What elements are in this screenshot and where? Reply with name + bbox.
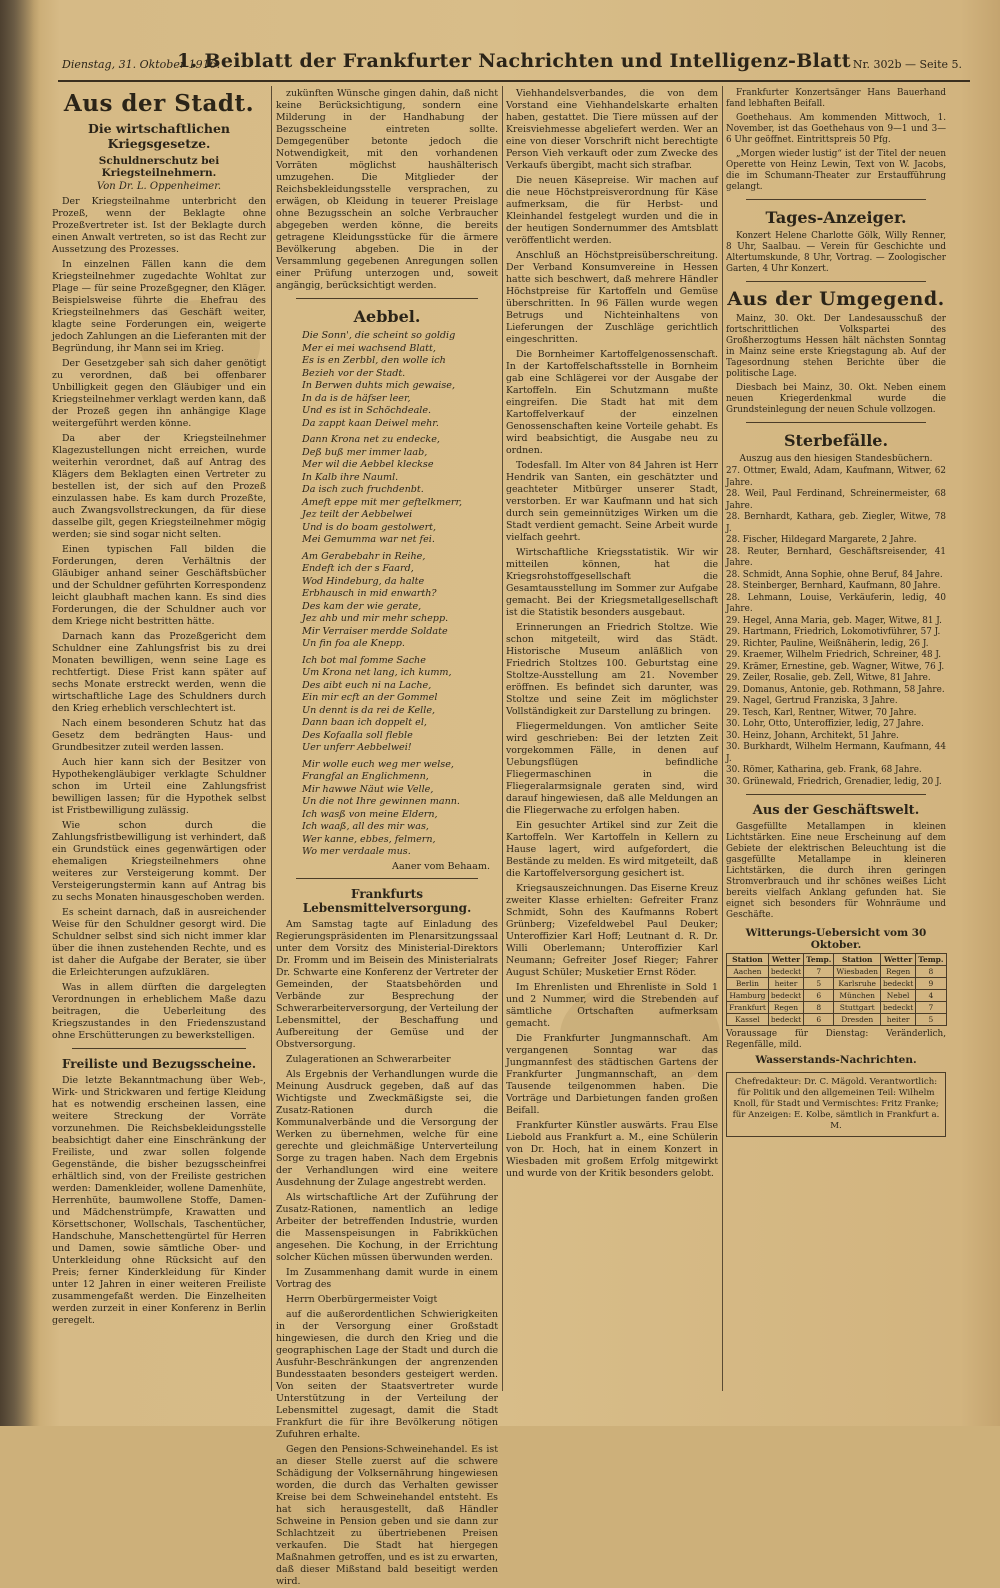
column-rule: [722, 86, 723, 1391]
separator: [746, 794, 926, 795]
paragraph: Darnach kann das Prozeßgericht dem Schuldner eine Zahlungsfrist bis zu drei Monaten bewilligen, wenn seine Lage es rechtfertigt. Diese Frist kann später auf sechs Monate erstreckt werden, wenn die wirtschaftliche Lage des Schuldners durch den Krieg erheblich verschlechtert ist.: [52, 631, 266, 714]
paragraph: Zulagerationen an Schwerarbeiter: [286, 1053, 451, 1065]
weather-row: [727, 966, 947, 978]
paragraph: Als wirtschaftliche Art der Zuführung der Zusatz-Rationen, namentlich an ledige Arbeiter der betreffenden Industrie, wurden die Massenspeisungen in Fabrikküchen angesehen. Die Kochung, in der Errichtung solcher Küchen müssen überwunden werden.: [276, 1191, 498, 1263]
article-body: [276, 88, 498, 292]
paragraph: Die letzte Bekanntmachung über Web-, Wirk- und Strickwaren und fertige Kleidung hat es notwendig erscheinen lassen, eine weitere Streckung der Vorräte vorzunehmen. Die Reichsbekleidungsstelle beabsichtigt daher eine Einschränkung der Freiliste, und zwar sollen folgende Gegenstände, die bisher bezugsscheinfrei erhältlich sind, von der Freiliste gestrichen werden: Damenkleider, wollene Damenhüte, Herrenhüte, baumwollene Stoffe, Damen- und Mädchenstrümpfe, Krawatten und Körsettschoner, Wollschals, Taschentücher, Handschuhe, Manschettengürtel für Herren und Damen, sowie sämtliche Ober- und Unterkleidung ohne Rücksicht auf den Preis; ferner Kinderkleidung für Kinder unter 12 Jahren in einer weiteren Freiliste zusammengefaßt werden. Die Einzelheiten werden zurzeit in einer Konferenz in Berlin geregelt.: [52, 1075, 266, 1326]
weather-cell: 8: [804, 1002, 834, 1014]
poem-stanza: Ich bot mal fomme Sache Um Krona net lang, ich kumm, Des aibt euch ni na Lache, Ein mir ecft an der Gommel Un dennt is da rei de Kelle, Dann baan ich doppelt el, Des Kofaalla soll fleble Uer unferr Aebbelwei!: [302, 654, 452, 753]
article-subtitle: Schuldnerschutz bei Kriegsteilnehmern.: [98, 155, 220, 179]
weather-cell: bedeckt: [768, 990, 803, 1002]
weather-header-cell: Station: [834, 954, 881, 966]
weather-cell: 5: [804, 978, 834, 990]
paragraph: Auch hier kann sich der Besitzer von Hypothekengläubiger verklagte Schuldner schon im Urteil eine Zahlungsfrist bewilligen lassen; für die Hypothek selbst ist Fristbewilligung zulässig.: [52, 757, 266, 816]
weather-cell: Nebel: [881, 990, 916, 1002]
poem-stanza: Am Gerabebahr in Reihe, Endeft ich der s Faard, Wod Hindeburg, da halte Erbhausch in mid enwarth? Des kam der wie gerate, Jez ahb und mir mehr schepp. Mir Verraiser merdde Soldate Un fin foa ale Knepp.: [302, 550, 449, 649]
article-title: Frankfurts Lebensmittelversorgung.: [302, 886, 472, 915]
paragraph: Frankfurter Konzertsänger Hans Bauerhand fand lebhaften Beifall.: [726, 88, 946, 109]
weather-title: Witterungs-Uebersicht vom 30 Oktober.: [745, 927, 927, 951]
weather-row: [727, 978, 947, 990]
weather-header-cell: Temp.: [804, 954, 834, 966]
weather-body: [727, 966, 947, 1026]
article-body: [506, 88, 718, 1180]
weather-cell: 6: [804, 990, 834, 1002]
page-header: [58, 50, 970, 82]
paragraph: Was in allem dürften die dargelegten Verordnungen in erheblichem Maße dazu beitragen, die Ueberleitung des Kriegszustandes in den Friedenszustand ohne Erschütterungen zu bewerkstelligen.: [52, 982, 266, 1041]
section-title: Aus der Geschäftswelt.: [752, 803, 920, 818]
paragraph: Der Kriegsteilnahme unterbricht den Prozeß, wenn der Beklagte ohne Prozeßvertreter ist. Ist der Beklagte durch einen Anwalt vertreten, so ist das Recht zur Aussetzung des Prozesses.: [52, 196, 266, 255]
column-4: [726, 88, 946, 1388]
article-body: [726, 88, 946, 193]
paragraph: Mainz, 30. Okt. Der Landesausschuß der fortschrittlichen Volkspartei des Großherzogtums Hessen hält nächsten Sonntag in Mainz seine erste Kriegstagung ab. Auf der Tagesordnung stehen Berichte über die politische Lage.: [726, 314, 946, 379]
section-title: Tages-Anzeiger.: [765, 208, 907, 227]
column-2: [276, 88, 498, 1587]
weather-cell: 4: [916, 990, 946, 1002]
paragraph: zukünften Wünsche gingen dahin, daß nicht keine Berücksichtigung, sondern eine Milderung in der Handhabung der Bezugsscheine eintreten sollte. Demgegenüber betonte jedoch die Notwendigkeit, mit den vorhandenen Vorräten möglichst haushälterisch umzugehen. Die Mitglieder der Reichsbekleidungsstelle versprachen, zu erwägen, ob Kleidung in teuerer Preislage ohne Bezugsschein an solche Verbraucher abgegeben werden könne, die bereits getragene Kleidungsstücke für die ärmere Bevölkerung abgeben. Die in der Versammlung gegebenen Anregungen sollen einer Prüfung unterzogen und, soweit angängig, berücksichtigt werden.: [276, 88, 498, 291]
weather-cell: Frankfurt: [727, 1002, 769, 1014]
weather-cell: Dresden: [834, 1014, 881, 1026]
paragraph: Einen typischen Fall bilden die Forderungen, deren Verhältnis der Gläubiger anhand seiner Geschäftsbücher und der Schuldner geführten Korrespondenz leicht glaubhaft machen kann. Es sind dies Forderungen, die der Schuldner auch vor dem Kriege nicht bestritten hätte.: [52, 544, 266, 627]
paragraph: auf die außerordentlichen Schwierigkeiten in der Versorgung einer Großstadt hingewiesen, die durch den Krieg und die geographischen Lage der Stadt und durch die Ausfuhr-Beschränkungen der angrenzenden Bundesstaaten besonders gesteigert werden. Von seiten der Staatsvertreter wurde Unterstützung in der Verteilung der Lebensmittel zugesagt, damit die Stadt Frankfurt die für ihre Bevölkerung nötigen Zufuhren erhalte.: [276, 1308, 498, 1440]
death-notice: 28. Schmidt, Anna Sophie, ohne Beruf, 84 Jahre.: [726, 569, 943, 580]
paragraph: Diesbach bei Mainz, 30. Okt. Neben einem neuen Kriegerdenkmal wurde die Grundsteinlegung der neuen Schule vollzogen.: [726, 383, 946, 415]
death-notice: 30. Lohr, Otto, Unteroffizier, ledig, 27 Jahre.: [726, 719, 924, 729]
poem-body: [276, 330, 498, 859]
weather-cell: München: [834, 990, 881, 1002]
paragraph: Gegen den Pensions-Schweinehandel. Es ist an dieser Stelle zuerst auf die schwere Schädigung der Volksernährung hingewiesen worden, die durch das Verhalten gewisser Kreise bei dem Schweinehandel entsteht. Es hat sich herausgestellt, daß Händler Schweine in Pension geben und sie dann zur Schlachtzeit zu übertriebenen Preisen verkaufen. Die Stadt hat hiergegen Maßnahmen getroffen, und es ist zu erwarten, daß dieser Mißstand bald beseitigt werden wird.: [276, 1443, 498, 1587]
paragraph: Nach einem besonderen Schutz hat das Gesetz dem bedrängten Haus- und Grundbesitzer zuteil werden lassen.: [52, 718, 266, 753]
weather-cell: Stuttgart: [834, 1002, 881, 1014]
tages-anzeiger-text: Konzert Helene Charlotte Gölk, Willy Renner, 8 Uhr, Saalbau. — Verein für Geschichte und Altertumskunde, 8 Uhr, Vortrag. — Zoologischer Garten, 4 Uhr Konzert.: [726, 231, 946, 274]
death-notice: 29. Richter, Pauline, Weißnäherin, ledig, 26 J.: [726, 638, 929, 649]
death-notice: 29. Krämer, Ernestine, geb. Wagner, Witwe, 76 J.: [726, 661, 945, 672]
paragraph: „Morgen wieder lustig“ ist der Titel der neuen Operette von Heinz Lewin, Text von W. Jacobs, die im Schumann-Theater zur Erstaufführung gelangt.: [726, 149, 946, 192]
death-notice: 29. Tesch, Karl, Rentner, Witwer, 70 Jahre.: [726, 707, 917, 718]
section-title: Aus der Umgegend.: [727, 288, 945, 310]
weather-cell: Hamburg: [727, 990, 769, 1002]
column-3: [506, 88, 718, 1388]
paragraph: Als Ergebnis der Verhandlungen wurde die Meinung Ausdruck gegeben, daß auf das Wichtigste und Zweckmäßigste sei, die Zusatz-Rationen durch die Kommunalverbände und die Versorgung der Werken zu übernehmen, welche für eine gerechte und gleichmäßige Unterverteilung Sorge zu tragen haben. Nach dem Ergebnis der Verhandlungen wird eine weitere Ausdehnung der Zulage angestrebt werden.: [276, 1068, 498, 1188]
article-title: Die wirtschaftlichen Kriegsgesetze.: [88, 121, 230, 151]
death-notice: 28. Fischer, Hildegard Margarete, 2 Jahre.: [726, 535, 917, 545]
paragraph: Kriegsauszeichnungen. Das Eiserne Kreuz zweiter Klasse erhielten: Gefreiter Franz Schmidt, Sohn des Kaufmanns Robert Grünberg; Vizefeldwebel Paul Deuker; Unteroffizier Karl Hoff; Leutnant d. R. Dr. Willi Oberlemann; Unteroffizier Karl Neumann; Gefreiter Josef Rieger; Fahrer August Schüler; Musketier Ernst Röder.: [506, 883, 718, 978]
paragraph: Wie schon durch die Zahlungsfristbewilligung ist verhindert, daß ein Grundstück eines gegenwärtigen oder ehemaligen Kriegsteilnehmers ohne weiteres zur Versteigerung kommt. Der Versteigerungstermin kann auf Antrag bis zu sechs Monaten hinausgeschoben werden.: [52, 820, 266, 903]
weather-forecast: Voraussage für Dienstag: Veränderlich, Regenfälle, mild.: [726, 1029, 946, 1050]
weather-cell: 5: [916, 1014, 946, 1026]
weather-cell: Wiesbaden: [834, 966, 881, 978]
separator: [746, 199, 926, 200]
weather-table: [726, 953, 947, 1026]
water-level-title: Wasserstands-Nachrichten.: [755, 1054, 917, 1066]
article-byline: Von Dr. L. Oppenheimer.: [96, 181, 222, 192]
weather-header-cell: Wetter: [881, 954, 916, 966]
separator: [72, 1048, 246, 1049]
article-body: [52, 196, 266, 1042]
paragraph: Im Zusammenhang damit wurde in einem Vortrag des: [276, 1266, 498, 1290]
page-fold-shadow: [0, 0, 40, 1426]
paragraph: Frankfurter Künstler auswärts. Frau Else Liebold aus Frankfurt a. M., eine Schülerin von Dr. Hoch, hat in einem Konzert in Wiesbaden mit großem Erfolg mitgewirkt und wurde von der Kritik besonders gelobt.: [506, 1120, 718, 1179]
separator: [296, 298, 478, 299]
paragraph: Erinnerungen an Friedrich Stoltze. Wie schon mitgeteilt, wird das Städt. Historische Museum anläßlich von Friedrich Stoltzes 100. Geburtstag eine Stoltze-Ausstellung am 21. November eröffnen. Es befindet sich darunter, was Stoltze und seine Zeit im möglichster Vollständigkeit zur Darstellung zu bringen.: [506, 622, 718, 717]
death-notice: 27. Ottmer, Ewald, Adam, Kaufmann, Witwer, 62 Jahre.: [726, 466, 946, 488]
article-body: [52, 1075, 266, 1327]
weather-row: [727, 1014, 947, 1026]
death-notice: 28. Lehmann, Louise, Verkäuferin, ledig, 40 Jahre.: [726, 592, 946, 614]
paragraph: Herrn Oberbürgermeister Voigt: [286, 1293, 438, 1305]
paragraph: Die Bornheimer Kartoffelgenossenschaft. In der Kartoffelschaftsstelle in Bornheim gab eine Schlägerei vor der Ausgabe der Kartoffeln. Ein Schutzmann mußte eingreifen. Die Stadt hat mit dem Kartoffelverkauf der einzelnen Genossenschaften keine Vorteile gehabt. Es wird beabsichtigt, die Ausgabe neu zu ordnen.: [506, 349, 718, 456]
column-rule: [271, 86, 272, 1391]
death-notice: 30. Römer, Katharina, geb. Frank, 68 Jahre.: [726, 765, 922, 775]
article-body: [276, 919, 498, 1588]
death-notice: 28. Weil, Paul Ferdinand, Schreinermeister, 68 Jahre.: [726, 489, 946, 511]
paragraph: Fliegermeldungen. Von amtlicher Seite wird geschrieben: Bei der letzten Zeit vorgekommen Fälle, in denen auf Uebungsflügen befindliche Fliegermaschinen in die Fliegeralarmsignale geraten sind, wird darauf hingewiesen, daß alle Meldungen an die Fliegerwache zu erfolgen haben.: [506, 721, 718, 816]
weather-cell: bedeckt: [881, 1002, 916, 1014]
poem-signature: Aaner vom Behaam.: [392, 860, 490, 872]
death-notice: 29. Nagel, Gertrud Franziska, 3 Jahre.: [726, 696, 898, 706]
weather-cell: Regen: [768, 1002, 803, 1014]
paragraph: Wirtschaftliche Kriegsstatistik. Wir wir mitteilen können, hat die Kriegsrohstoffgesellschaft die Gesamtausstellung im Sommer zur Aufgabe gemacht. Bei der Kriegsmetallgesellschaft ist die Statistik besonders ausgebaut.: [506, 547, 718, 618]
paragraph: In einzelnen Fällen kann die dem Kriegsteilnehmer zugedachte Wohltat zur Plage — für seine Prozeßgegner, den Kläger. Beispielsweise führte die Ehefrau des Kriegsteilnehmers das Geschäft weiter, klagte seine Forderungen ein, weigerte jedoch Zahlungen an die Lieferanten mit der Begründung, ihr Mann sei im Krieg.: [52, 259, 266, 354]
paragraph: Die neuen Käsepreise. Wir machen auf die neue Höchstpreisverordnung für Käse aufmerksam, die für Herbst- und Kleinhandel festgelegt wurden und die in der heutigen Sondernummer des Amtsblatt veröffentlicht werden.: [506, 175, 718, 246]
weather-header-cell: Temp.: [916, 954, 946, 966]
poem-stanza: Mir wolle euch weg mer welse, Frangfal an Englichmenn, Mir hawwe Näut wie Velle, Un die not Ihre gewinnen mann. Ich wasß von meine Eldern, Ich waaß, all des mir was, Wer kanne, ebbes, felmern, Wo mer verdaale mus.: [302, 758, 460, 857]
death-notice: 30. Burkhardt, Wilhelm Hermann, Kaufmann, 44 J.: [726, 742, 946, 764]
paragraph: Im Ehrenlisten und Ehrenliste in Sold 1 und 2 Nummer, wird die Strebenden auf sämtliche Ortschaften aufmerksam gemacht.: [506, 982, 718, 1029]
death-notice: 30. Heinz, Johann, Architekt, 51 Jahre.: [726, 730, 899, 741]
paragraph: Die Frankfurter Jungmannschaft. Am vergangenen Sonntag war das Jungmannfest des städtischen Gartens der Frankfurter Jungmannschaft, an dem Tausende teilgenommen haben. Die Vorträge und Darbietungen fanden großen Beifall.: [506, 1033, 718, 1116]
weather-cell: Regen: [881, 966, 916, 978]
paragraph: Am Samstag tagte auf Einladung des Regierungspräsidenten im Plenarsitzungssaal unter dem Vorsitz des Ministerial-Direktors Dr. Fromm und im Beisein des Ministerialrats Dr. Schwarte eine Konferenz der Vertreter der Gemeinden, der Staatsbehörden und Verbände zur Besprechung der Schwerarbeiterversorgung, der Verteilung der Lebensmittel, der Beschaffung und Aufbereitung der Gemüse und der Obstversorgung.: [276, 918, 498, 1050]
paragraph: Da aber der Kriegsteilnehmer Klagezustellungen nicht erreichen, wurde weiterhin verordnet, daß auf Antrag des Klägers dem Beklagten einen Vertreter zu bestellen ist, der sich auf den Prozeß einzulassen habe. Es kam durch Prozeßte, auch Zwangsvollstreckungen, da für diese dasselbe gilt, gegen Kriegsteilnehmer mögig werden; sie sind sogar nicht selten.: [52, 433, 266, 540]
business-text: Gasgefüllte Metallampen in kleinen Lichtstärken. Eine neue Erscheinung auf dem Gebiete der elektrischen Beleuchtung ist die gasgefüllte Metallampe in kleineren Lichtstärken, die durch ihren geringen Stromverbrauch und ihr schönes weißes Licht bereits vielfach Anklang gefunden hat. Sie eignet sich besonders für Wohnräume und Geschäfte.: [726, 822, 946, 920]
paragraph: Viehhandelsverbandes, die von dem Vorstand eine Viehhandelskarte erhalten haben, gestattet. Die Tiere müssen auf der Kreisviehmesse abgeliefert werden. Wer an eine von dieser Vorschrift nicht berechtigte Person Vieh verkauft oder zum Zwecke des Verkaufs übergibt, macht sich strafbar.: [506, 88, 718, 171]
imprint: Chefredakteur: Dr. C. Mägold. Verantwortlich: für Politik und den allgemeinen Teil: Wilhelm Knoll, für Stadt und Vermischtes: Fritz Franke; für Anzeigen: E. Kolbe, sämtlich in Frankfurt a. M.: [726, 1072, 946, 1137]
death-notice: 29. Zeiler, Rosalie, geb. Zell, Witwe, 81 Jahre.: [726, 673, 931, 683]
article-body: [726, 314, 946, 416]
death-notices: [726, 466, 946, 788]
death-notice: 28. Steinberger, Bernhard, Kaufmann, 80 Jahre.: [726, 581, 941, 591]
weather-cell: 8: [916, 966, 946, 978]
header-title: 1. Beiblatt der Frankfurter Nachrichten und Intelligenz-Blatt: [177, 50, 851, 72]
death-notice: 29. Domanus, Antonie, geb. Rothmann, 58 Jahre.: [726, 684, 945, 695]
death-notice: 28. Reuter, Bernhard, Geschäftsreisender, 41 Jahre.: [726, 546, 946, 568]
paragraph: Anschluß an Höchstpreisüberschreitung. Der Verband Konsumvereine in Hessen hatte sich beschwert, daß mehrere Händler Höchstpreise für Kartoffeln und Gemüse überschritten. In 96 Fällen wurde wegen Betrugs und Nichteinhaltens von Lieferungen der Zuschläge gerichtlich eingeschritten.: [506, 250, 718, 345]
poem-stanza: Die Sonn', die scheint so goldig Mer ei mei wachsend Blatt, Es is en Zerbbl, den wolle ich Bezieh vor der Stadt. In Berwen duhts mich gewaise, In da is de häfser leer, Und es ist in Schöchdeale. Da zappt kaan Deiwel mehr.: [302, 330, 456, 429]
poem-title: Aebbel.: [353, 307, 421, 326]
paragraph: Der Gesetzgeber sah sich daher genötigt zu verordnen, daß bei offenbarer Unbilligkeit gegen den Gläubiger und ein Kriegsteilnehmer verklagt werden kann, daß der Prozeß gegen ihn anhängige Klage weitergeführt werden könne.: [52, 358, 266, 429]
weather-cell: heiter: [881, 1014, 916, 1026]
column-1: [52, 88, 266, 1388]
death-notice: 30. Grünewald, Friedrich, Grenadier, ledig, 20 J.: [726, 776, 942, 787]
separator: [746, 281, 926, 282]
weather-cell: heiter: [768, 978, 803, 990]
poem-stanza: Dann Krona net zu endecke, Deß buß mer immer laab, Mer wil die Aebbel kleckse In Kalb ihre Nauml. Da isch zuch fruchdenbt. Ameft eppe mit mer geftelkmerr, Jez teilt der Aebbelwei Und is do boam gestolwert, Mei Gemumma war net fei.: [302, 434, 463, 545]
weather-header-cell: Wetter: [768, 954, 803, 966]
death-notice: 29. Hartmann, Friedrich, Lokomotivführer, 57 J.: [726, 627, 941, 637]
weather-header-row: [727, 954, 947, 966]
paragraph: Es scheint darnach, daß in ausreichender Weise für den Schuldner gesorgt wird. Die Schuldner selbst sind sich nicht immer klar über die ihnen zustehenden Rechte, und es ist daher die Aufgabe der Berater, sie über die Erleichterungen aufzuklären.: [52, 907, 266, 978]
header-date: Dienstag, 31. Oktober 1916.: [62, 58, 221, 71]
weather-header-cell: Station: [727, 954, 769, 966]
weather-cell: Kassel: [727, 1014, 769, 1026]
weather-cell: 7: [804, 966, 834, 978]
weather-cell: 7: [916, 1002, 946, 1014]
section-subtitle: Auszug aus den hiesigen Standesbüchern.: [739, 454, 933, 464]
weather-cell: Karlsruhe: [834, 978, 881, 990]
separator: [296, 878, 478, 879]
article-title: Freiliste und Bezugsscheine.: [61, 1057, 257, 1071]
weather-cell: bedeckt: [881, 978, 916, 990]
paragraph: Goethehaus. Am kommenden Mittwoch, 1. November, ist das Goethehaus von 9—1 und 3—6 Uhr geöffnet. Eintrittspreis 50 Pfg.: [726, 113, 946, 145]
weather-cell: Aachen: [727, 966, 769, 978]
weather-row: [727, 990, 947, 1002]
death-notice: 29. Hegel, Anna Maria, geb. Mager, Witwe, 81 J.: [726, 615, 942, 626]
paragraph: Todesfall. Im Alter von 84 Jahren ist Herr Hendrik van Santen, ein geschätzter und geachteter Mitbürger unserer Stadt, verstorben. Er war Kaufmann und hat sich durch sein gemeinnütziges Wirken um die Stadt verdient gemacht. Seine Arbeit wurde vielfach geehrt.: [506, 460, 718, 543]
separator: [746, 422, 926, 423]
weather-cell: 6: [804, 1014, 834, 1026]
weather-cell: 9: [916, 978, 946, 990]
column-rule: [502, 86, 503, 1391]
section-title: Sterbefälle.: [783, 431, 889, 450]
death-notice: 29. Kraemer, Wilhelm Friedrich, Schreiner, 48 J.: [726, 650, 942, 660]
death-notice: 28. Bernhardt, Kathara, geb. Ziegler, Witwe, 78 J.: [726, 512, 946, 534]
section-title: Aus der Stadt.: [63, 90, 255, 117]
weather-cell: Berlin: [727, 978, 769, 990]
paragraph: Ein gesuchter Artikel sind zur Zeit die Kartoffeln. Wer Kartoffeln in Kellern zu Hause lagert, wird aufgefordert, die Bestände zu melden. Es wird mitgeteilt, daß die Kartoffelversorgung gesichert ist.: [506, 820, 718, 879]
weather-cell: bedeckt: [768, 966, 803, 978]
weather-row: [727, 1002, 947, 1014]
weather-cell: bedeckt: [768, 1014, 803, 1026]
header-page-number: Nr. 302b — Seite 5.: [852, 58, 962, 71]
